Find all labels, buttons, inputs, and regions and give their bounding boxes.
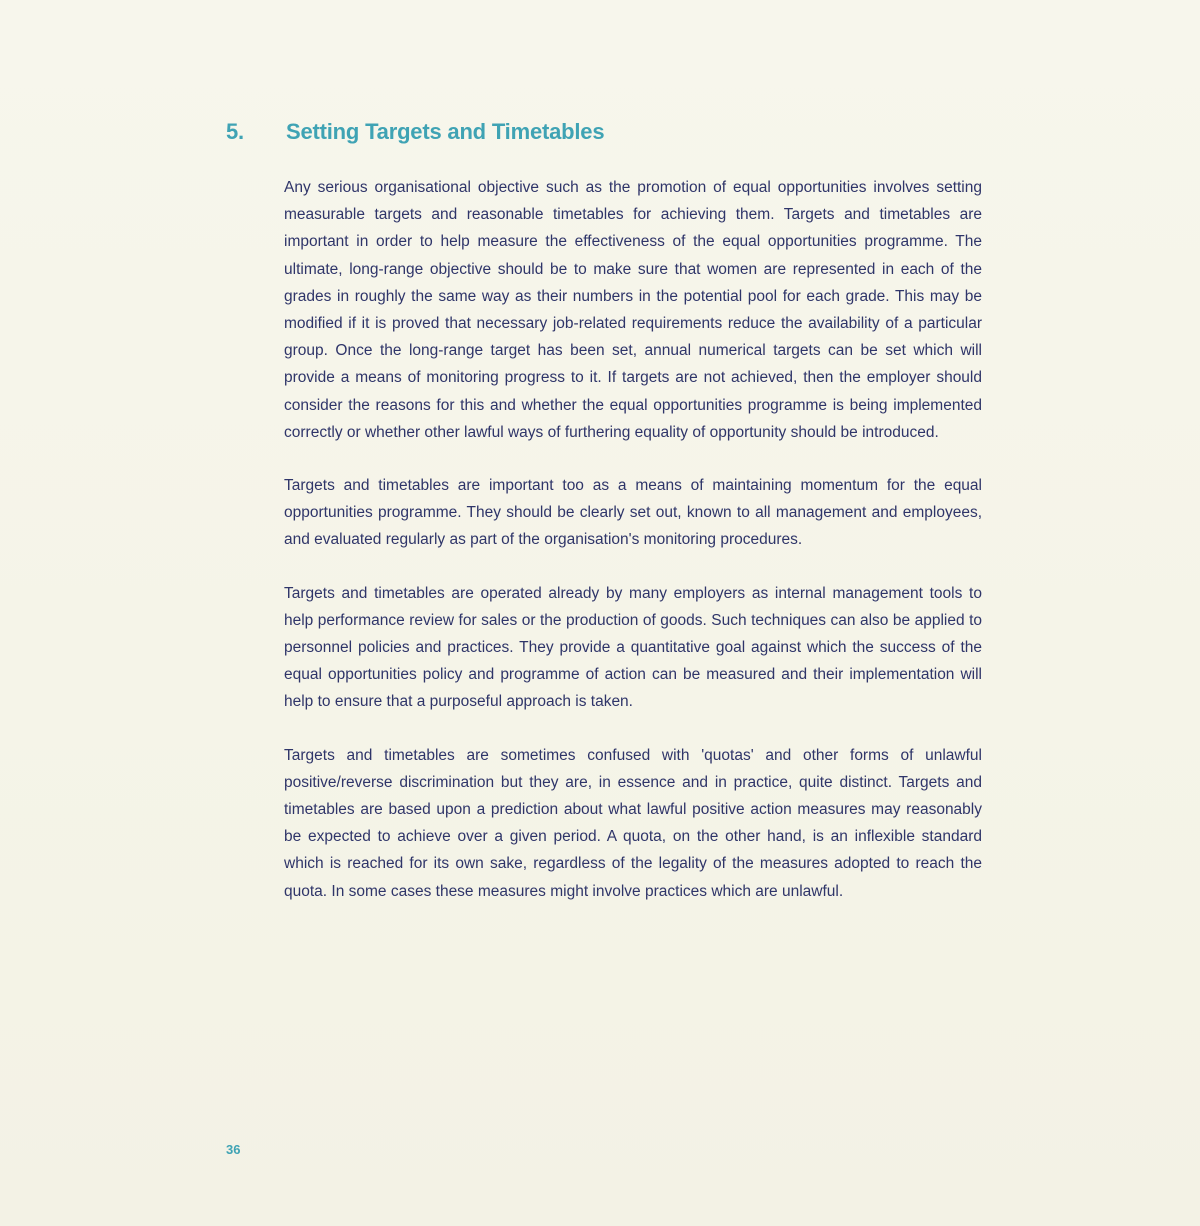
paragraph-2: Targets and timetables are important too as a means of maintaining momentum for the equal opportunities programme. They should be clearly set out, known to all management and employees, and evaluated regularly as part of the organisation's monitoring procedures. xyxy=(284,477,982,549)
paragraph-4: Targets and timetables are sometimes confused with 'quotas' and other forms of unlawful positive/reverse discrimination but they are, in essence and in practice, quite distinct. Targets and timetables are based upon a prediction about what lawful positive action measures may reasonably be expected to achieve over a given period. A quota, on the other hand, is an inflexible standard which is reached for its own sake, regardless of the legality of the measures adopted to reach the quota. In some cases these measures might involve practices which are unlawful. xyxy=(284,746,982,900)
section-number: 5. xyxy=(226,119,244,144)
section-heading xyxy=(226,112,604,152)
section-title: Setting Targets and Timetables xyxy=(286,119,605,144)
section-body xyxy=(284,174,982,931)
paragraph-3: Targets and timetables are operated already by many employers as internal management tools to help performance review for sales or the production of goods. Such techniques can also be applied to personnel policies and practices. They provide a quantitative goal against which the success of the equal opportunities policy and programme of action can be measured and their implementation will help to ensure that a purposeful approach is taken. xyxy=(284,584,982,711)
paragraph-1: Any serious organisational objective such as the promotion of equal opportunities involves setting measurable targets and reasonable timetables for achieving them. Targets and timetables are important in order to help measure the effectiveness of the equal opportunities programme. The ultimate, long-range objective should be to make sure that women are represented in each of the grades in roughly the same way as their numbers in the potential pool for each grade. This may be modified if it is proved that necessary job-related requirements reduce the availability of a particular group. Once the long-range target has been set, annual numerical targets can be set which will provide a means of monitoring progress to it. If targets are not achieved, then the employer should consider the reasons for this and whether the equal opportunities programme is being implemented correctly or whether other lawful ways of furthering equality of opportunity should be introduced. xyxy=(284,179,982,441)
page-number: 36 xyxy=(226,1142,241,1157)
